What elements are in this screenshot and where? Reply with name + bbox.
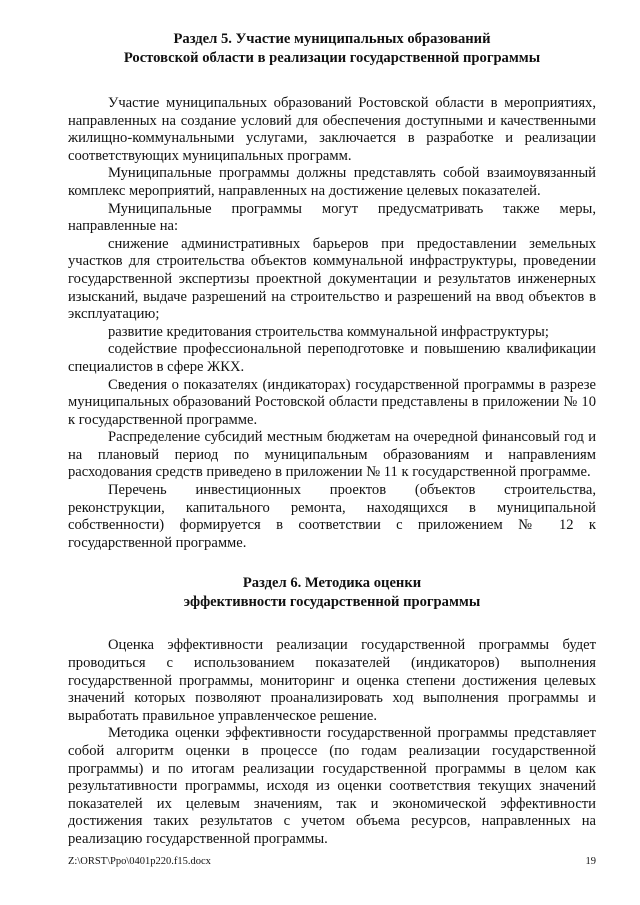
section-5-paragraph: Сведения о показателях (индикаторах) государственной программы в разрезе муниципальных образований Ростовской области представлены в приложении № 10 к государственной программе. bbox=[68, 376, 596, 428]
footer-file-path: Z:\ORST\Ppo\0401p220.f15.docx bbox=[68, 856, 211, 867]
section-5-list-item: снижение административных барьеров при предоставлении земельных участков для строительства объектов коммунальной инфраструктуры, проведении государственной экспертизы проектной документации и результатов инженерных изысканий, выдаче разрешений на строительство и разрешений на ввод объектов в эксплуатацию; bbox=[68, 235, 596, 323]
section-5-paragraph: Муниципальные программы могут предусматривать также меры, направленные на: bbox=[68, 200, 596, 235]
section-5-paragraph: Участие муниципальных образований Ростовской области в мероприятиях, направленных на создание условий для обеспечения доступными и качественными жилищно-коммунальными услугами, заключается в разработке и реализации соответствующих муниципальных программ. bbox=[68, 95, 596, 164]
section-5-list-item: содействие профессиональной переподготовке и повышению квалификации специалистов в сфере ЖКХ. bbox=[68, 341, 596, 375]
section-5-paragraph: Перечень инвестиционных проектов (объектов строительства, реконструкции, капитального ремонта, находящихся в муниципальной собственности) формируется в соответствии с приложением № 12 к государственной программе. bbox=[68, 482, 596, 551]
section-6-title-line-2: эффективности государственной программы bbox=[183, 594, 481, 611]
section-6-title-line-1: Раздел 6. Методика оценки bbox=[242, 575, 422, 592]
page-number: 19 bbox=[585, 856, 596, 867]
section-5-heading bbox=[68, 30, 596, 68]
section-6-heading bbox=[68, 574, 596, 612]
section-5-title-line-1: Раздел 5. Участие муниципальных образований bbox=[173, 31, 491, 47]
section-6-paragraph: Оценка эффективности реализации государственной программы будет проводиться с использованием показателей (индикаторов) выполнения государственной программы, мониторинг и оценка степени достижения целевых значений которых позволяют проанализировать ход выполнения программы и выработать правильное управленческое решение. bbox=[68, 637, 596, 724]
section-5-paragraph: Распределение субсидий местным бюджетам на очередной финансовый год и на плановый период по муниципальным образованиям и направлениям расходования средств приведено в приложении № 11 к государственной программе. bbox=[68, 429, 596, 481]
section-5-title-line-2: Ростовской области в реализации государственной программы bbox=[123, 50, 541, 66]
document-page bbox=[68, 30, 596, 849]
section-6-paragraph: Методика оценки эффективности государственной программы представляет собой алгоритм оценки в процессе (по годам реализации государственной программы) и по итогам реализации государственной программы в целом как результативности программы, исходя из оценки соответствия текущих значений показателей их целевым значениям, так и экономической эффективности достижения таких результатов с учетом объема ресурсов, направленных на реализацию государственной программы. bbox=[68, 725, 596, 847]
section-5-list-item: развитие кредитования строительства коммунальной инфраструктуры; bbox=[108, 323, 549, 340]
section-5-paragraph: Муниципальные программы должны представлять собой взаимоувязанный комплекс мероприятий, направленных на достижение целевых показателей. bbox=[68, 165, 596, 199]
page-footer bbox=[68, 856, 596, 868]
